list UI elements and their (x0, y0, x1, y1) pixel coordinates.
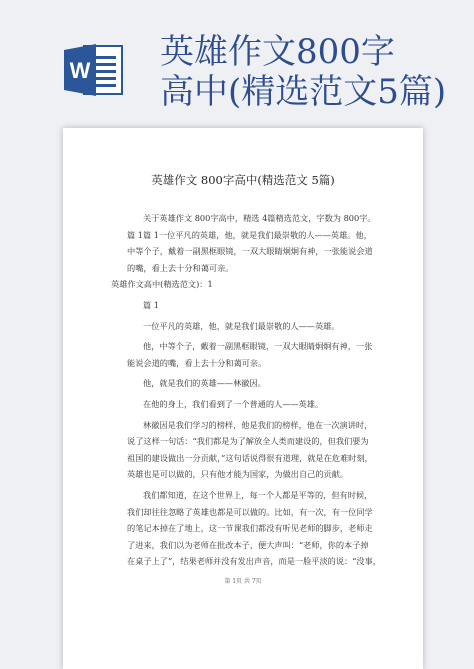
banner (0, 0, 474, 110)
document-body (111, 210, 419, 570)
banner-title-line2: 高中(精选范文5篇) (160, 72, 447, 112)
paragraph-4: 在他的身上，我们看到了一个普通的人——英雄。 (143, 398, 324, 409)
paragraph-5-line-1: 林徽因是我们学习的榜样，他是我们的榜样，他在一次演讲时， (143, 419, 373, 430)
paragraph-1: 一位平凡的英雄，他，就是我们最崇敬的人——英雄。 (143, 320, 340, 331)
svg-text:W: W (69, 58, 91, 83)
word-document-icon (62, 38, 126, 102)
banner-title (160, 32, 470, 112)
piece-label: 篇 1 (143, 299, 159, 310)
paragraph-3: 他，就是我们的英雄——林徽因。 (143, 378, 266, 389)
paragraph-6-line-2: 我们却往往忽略了英雄也都是可以做的。比如，有一次，有一位同学 (127, 506, 373, 517)
document-title: 英雄作文 800字高中(精选范文 5篇) (151, 173, 335, 187)
paragraph-2-line-2: 能说会道的嘴，看上去十分和蔼可亲。 (127, 357, 267, 368)
paragraph-6-line-5: 在桌子上了”，结果老师并没有发出声音，而是一脸平淡的说：“没事， (127, 556, 381, 567)
paragraph-5-line-4: 英雄也是可以做的，只有他才能为国家，为做出自己的贡献。 (127, 469, 349, 480)
paragraph-6-line-4: 了进来，我们以为老师在批改本子，便大声叫：“老师，你的本子掉 (127, 539, 369, 550)
banner-title-line1: 英雄作文800字 (160, 32, 395, 72)
paragraph-2-line-1: 他，中等个子，戴着一副黑框眼镜，一双大眼睛炯炯有神，一张 (143, 341, 373, 352)
document-page (63, 128, 423, 669)
page-number: 第 1页 共 7页 (224, 578, 262, 585)
intro-line-1: 关于英雄作文 800字高中，精选 4篇精选范文，字数为 800字。 (143, 213, 376, 223)
paragraph-5-line-3: 祖国的建设做出一分贡献，”这句话说得很有道理，就是在危难时刻， (127, 452, 373, 463)
intro-line-4: 的嘴，看上去十分和蔼可亲。 (127, 262, 234, 273)
intro-line-3: 中等个子，戴着一副黑框眼镜，一双大眼睛炯炯有神，一张能说会道 (127, 246, 373, 257)
intro-line-2: 篇 1篇 1一位平凡的英雄，他，就是我们最崇敬的人——英雄。他， (127, 229, 372, 240)
section-heading: 英雄作文高中(精选范文)：1 (111, 279, 213, 290)
paragraph-5-line-2: 说了这样一句话：“我们都是为了解放全人类而建设的，但我们要为 (127, 436, 369, 447)
paragraph-6-line-3: 的笔记本掉在了地上，这一节课我们都没有听见老师的脚步，老师走 (127, 523, 373, 534)
paragraph-6-line-1: 我们都知道，在这个世界上，每一个人都是平等的，但有时候， (143, 489, 373, 500)
